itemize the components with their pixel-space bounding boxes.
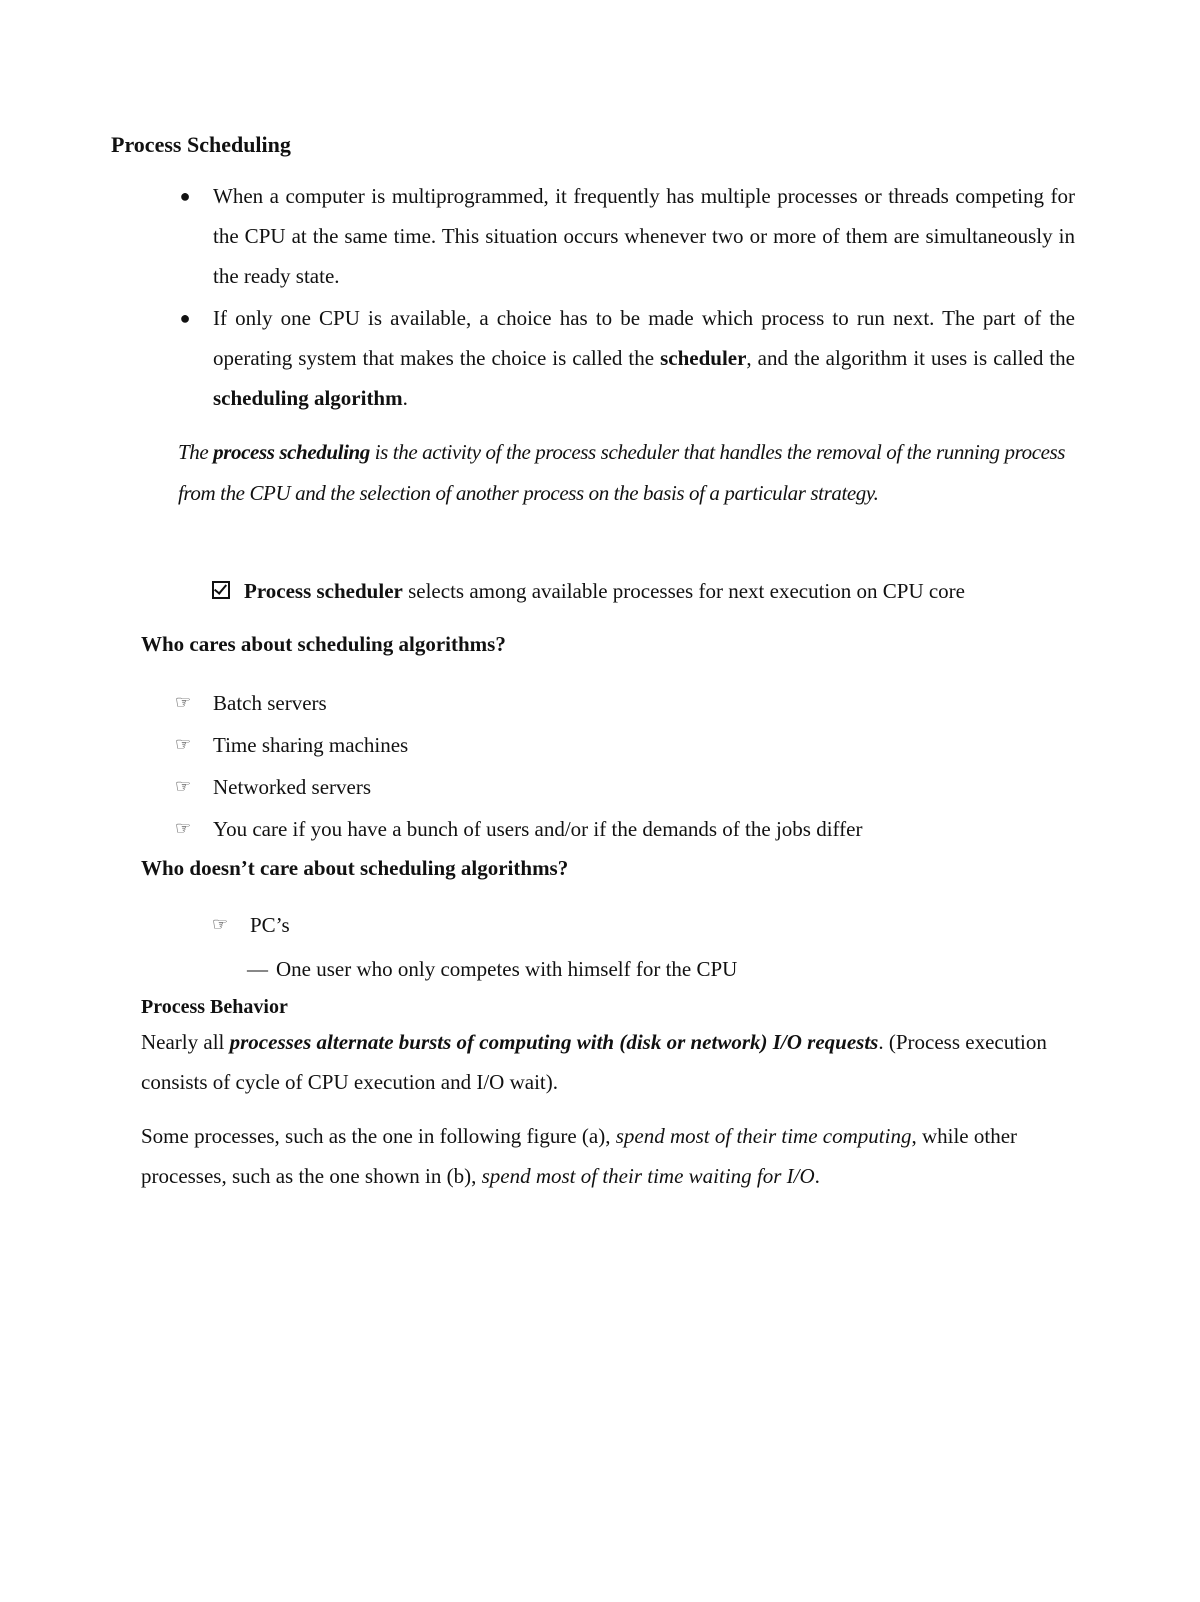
pointing-hand-icon: ☞ — [175, 692, 192, 713]
list-item — [175, 176, 1075, 296]
list-item — [175, 298, 1075, 418]
italic-text-1: spend most of their time computing — [615, 1124, 912, 1148]
checkbox-checked-icon — [212, 581, 230, 599]
check-note — [212, 576, 965, 606]
paragraph-text-2: , while other processes, such as the one shown in (b), — [141, 1124, 1018, 1188]
list-item-text: Time sharing machines — [213, 733, 409, 757]
pointing-hand-icon: ☞ — [175, 818, 192, 839]
pointing-hand-icon: ☞ — [175, 734, 192, 755]
definition-paragraph — [178, 432, 1075, 514]
bullet-dot-icon: ● — [179, 308, 191, 328]
pointing-hand-icon: ☞ — [212, 914, 229, 935]
check-note-text: selects among available processes for next execution on CPU core — [402, 579, 965, 603]
who-cares-list — [175, 688, 862, 856]
list-item-text: Networked servers — [213, 775, 372, 799]
bullet-text: When a computer is multiprogrammed, it frequently has multiple processes or threads competing for the CPU at the same time. This situation occurs whenever two or more of them are simultaneously in the ready state. — [213, 184, 1075, 288]
list-item-text: You care if you have a bunch of users and/or if the demands of the jobs differ — [213, 817, 863, 841]
paragraph-text-start: Nearly all — [141, 1030, 230, 1054]
pointing-hand-icon: ☞ — [175, 776, 192, 797]
list-item — [175, 772, 862, 814]
definition-start: The — [178, 440, 214, 464]
paragraph-text-1: Some processes, such as the one in following figure (a), — [141, 1124, 616, 1148]
section-heading-process-behavior: Process Behavior — [141, 996, 288, 1018]
sub-list-item — [247, 954, 737, 984]
bullet-text-middle: , and the algorithm it uses is called the — [746, 346, 1075, 370]
figure-reference-paragraph — [141, 1116, 1076, 1196]
definition-rest: is the activity of the process scheduler that handles the removal of the running process from the CPU and the selection of another process on the basis of a particular strategy. — [178, 440, 1066, 505]
paragraph-text-end: . (Process execution consists of cycle of CPU execution and I/O wait). — [141, 1030, 1047, 1094]
process-behavior-paragraph — [141, 1022, 1076, 1102]
list-item — [175, 730, 862, 772]
dash-marker: — — [247, 957, 268, 981]
list-item-text: PC’s — [250, 913, 290, 937]
emphasis-text: processes alternate bursts of computing with (disk or network) I/O requests — [229, 1030, 879, 1054]
section-heading-who-cares: Who cares about scheduling algorithms? — [141, 632, 506, 656]
page-title: Process Scheduling — [111, 132, 291, 157]
bullet-text-end: . — [402, 386, 408, 410]
list-item — [175, 814, 862, 856]
sub-list-item-text: One user who only competes with himself for the CPU — [276, 957, 738, 981]
list-item — [175, 688, 862, 730]
process-scheduler-term: Process scheduler — [244, 579, 403, 603]
scheduling-algorithm-term: scheduling algorithm — [213, 386, 403, 410]
italic-text-2: spend most of their time waiting for I/O — [481, 1164, 815, 1188]
bullet-dot-icon: ● — [179, 186, 191, 206]
bullet-list — [175, 176, 1075, 418]
process-scheduling-term: process scheduling — [213, 440, 370, 464]
bullet-text-start: If only one CPU is available, a choice has to be made which process to run next. The part of the operating system that makes the choice is called the — [213, 306, 1075, 370]
list-item-text: Batch servers — [213, 691, 327, 715]
list-item — [212, 910, 1200, 952]
paragraph-text-3: . — [814, 1164, 820, 1188]
section-heading-who-doesnt-care: Who doesn’t care about scheduling algorithms? — [141, 856, 569, 880]
scheduler-term: scheduler — [660, 346, 747, 370]
